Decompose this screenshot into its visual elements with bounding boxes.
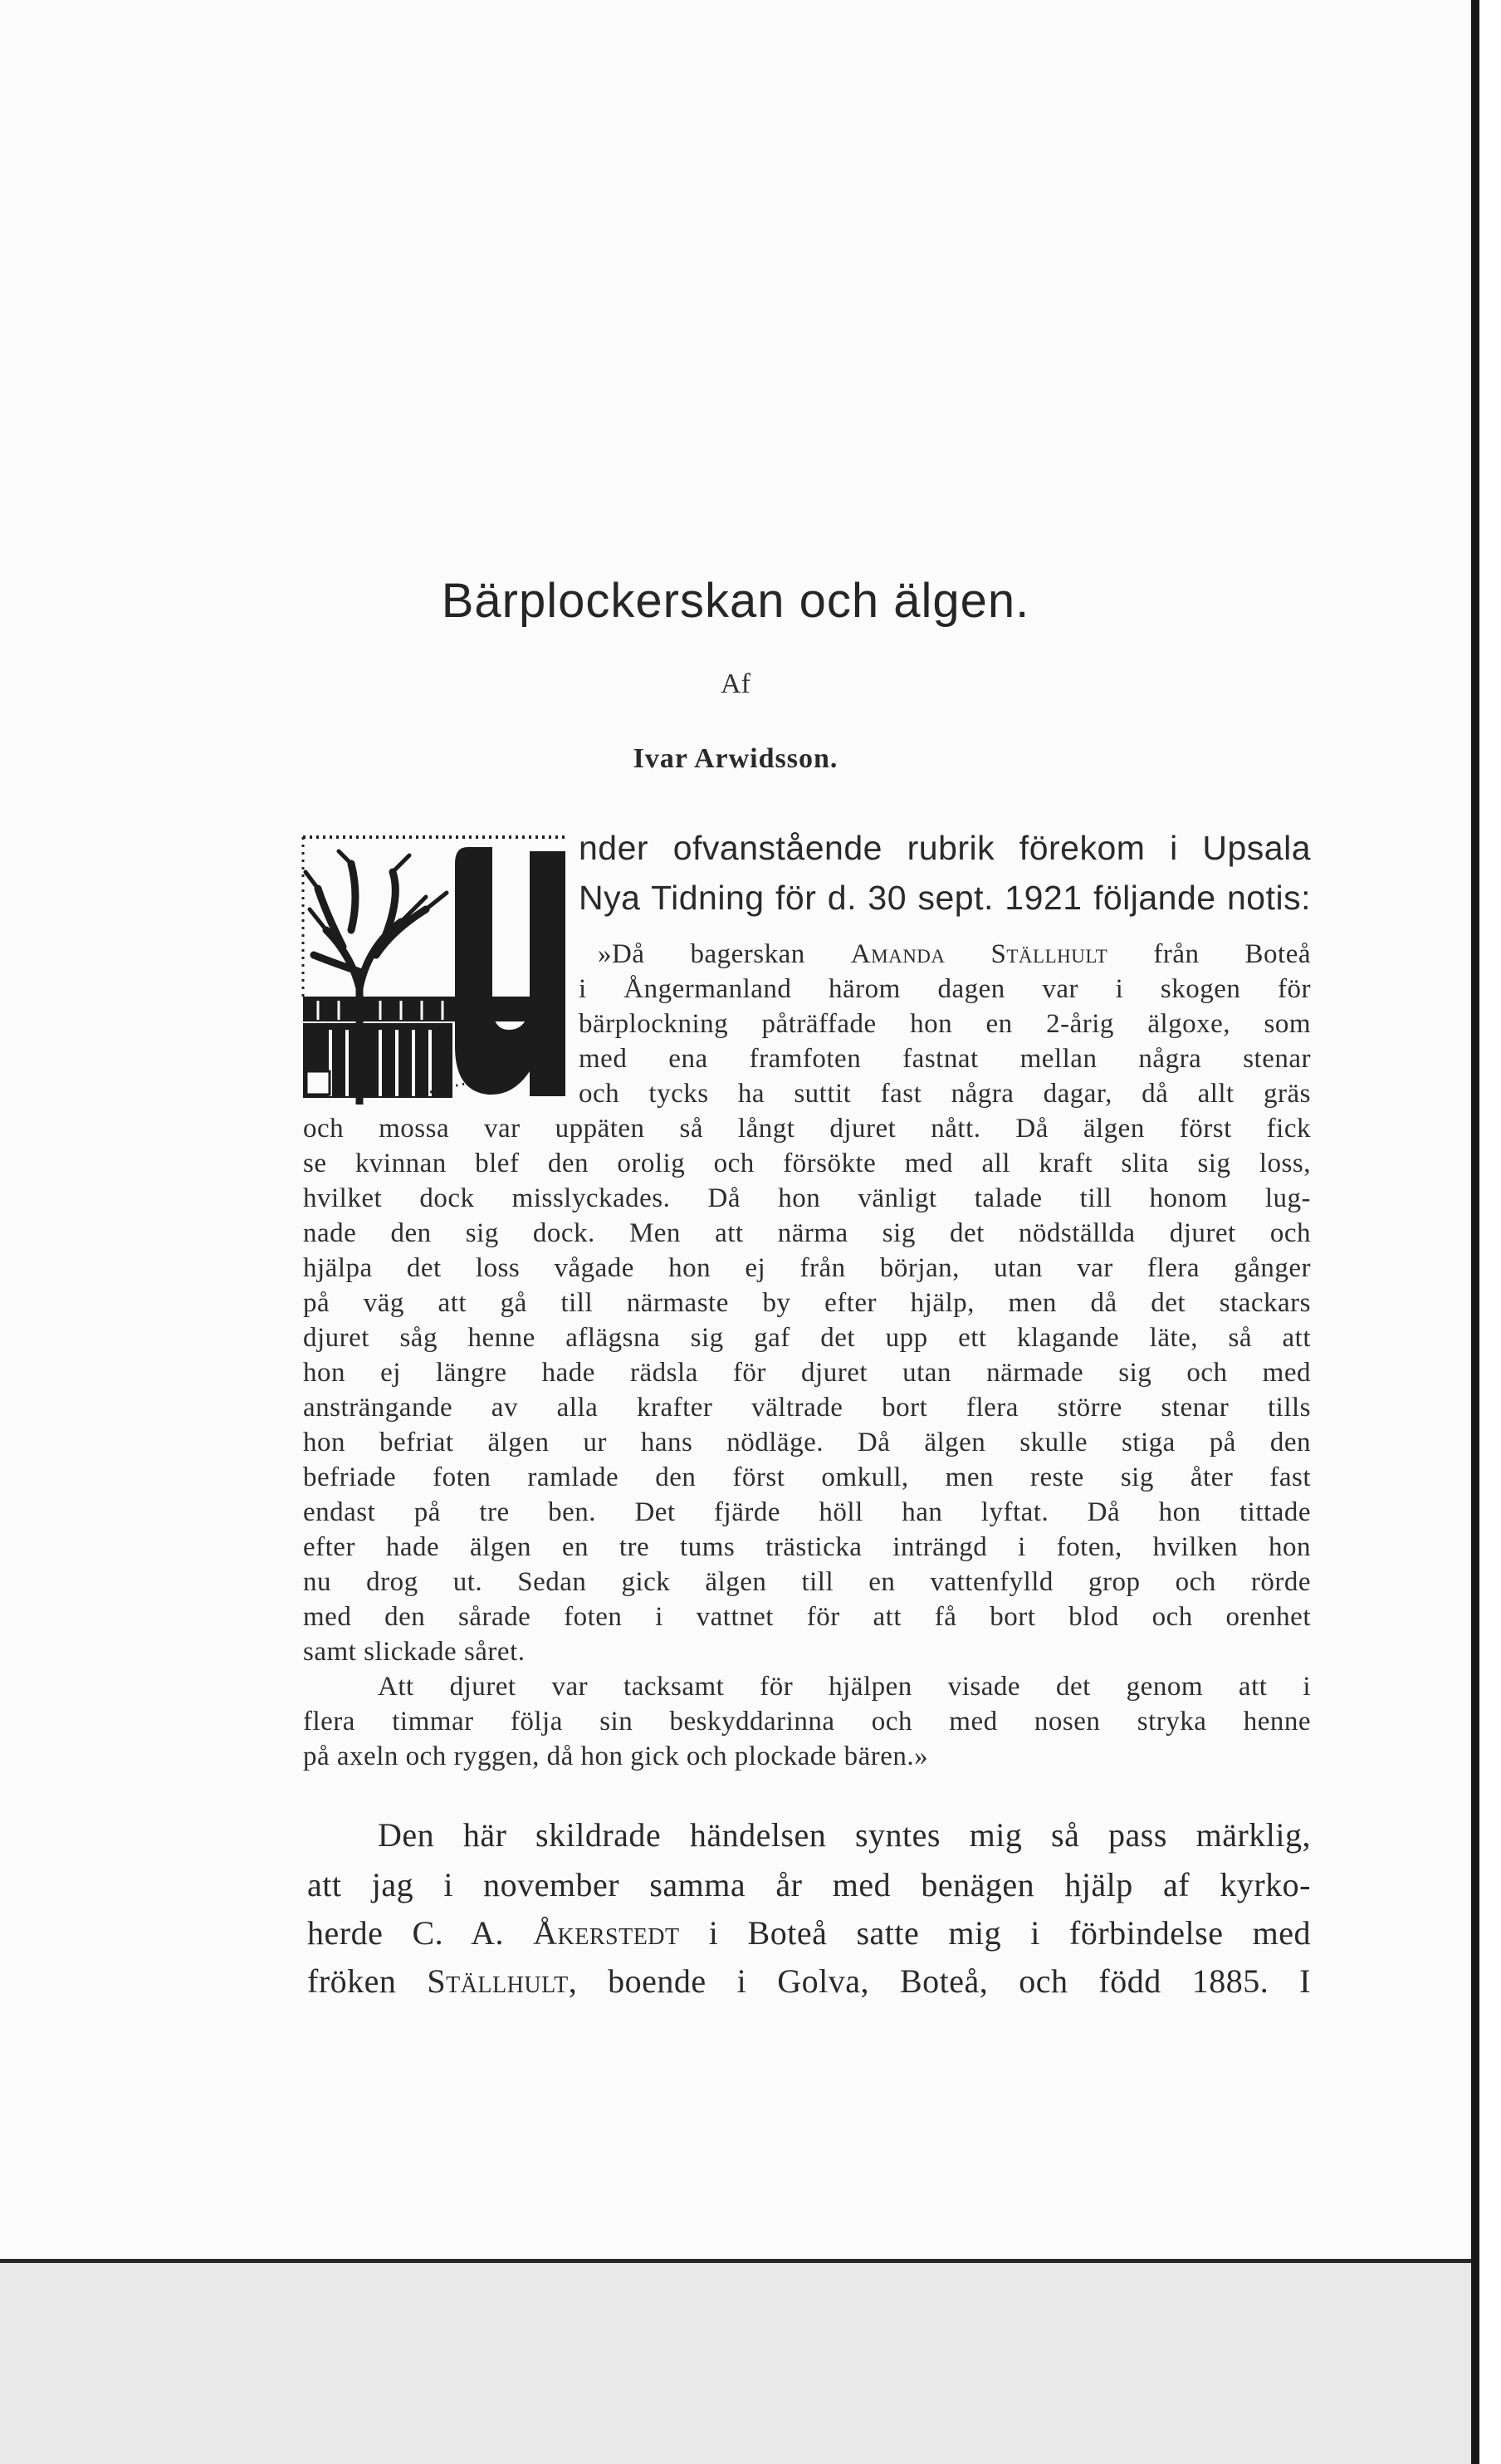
quote-line: Att djuret var tacksamt för hjälpen visade det genom att i bbox=[378, 1672, 1311, 1702]
quote-line: nade den sig dock. Men att närma sig det nödställda djuret och bbox=[303, 1218, 1311, 1248]
quote-line: och mossa var uppäten så långt djuret nått. Då älgen först fick bbox=[303, 1114, 1311, 1144]
quote-line: hon ej längre hade rädsla för djuret utan närmade sig och med bbox=[303, 1358, 1311, 1388]
quote-line: efter hade älgen en tre tums trästicka inträngd i foten, hvilken hon bbox=[303, 1532, 1311, 1562]
author-name: Ivar Arwidsson. bbox=[633, 743, 839, 774]
quote-line: bärplockning påträffade hon en 2-årig älgoxe, som bbox=[579, 1009, 1311, 1039]
quote-line: hjälpa det loss vågade hon ej från början, utan var flera gånger bbox=[303, 1253, 1311, 1283]
body-line: att jag i november samma år med benägen hjälp af kyrko- bbox=[307, 1866, 1311, 1903]
quote-line: hon befriat älgen ur hans nödläge. Då älgen skulle stiga på den bbox=[303, 1428, 1311, 1457]
lead-line: nder ofvanstående rubrik förekom i Upsala bbox=[579, 829, 1311, 867]
quote-line: hvilket dock misslyckades. Då hon vänligt talade till honom lug- bbox=[303, 1183, 1311, 1213]
quote-line: ansträngande av alla krafter vältrade bort flera större stenar tills bbox=[303, 1393, 1311, 1423]
quote-line: på axeln och ryggen, då hon gick och plockade bären.» bbox=[303, 1741, 929, 1771]
quote-line: i Ångermanland härom dagen var i skogen för bbox=[579, 974, 1311, 1004]
quote-line: med den sårade foten i vattnet för att få bort blod och orenhet bbox=[303, 1602, 1311, 1632]
quote-line: endast på tre ben. Det fjärde höll han lyftat. Då hon tittade bbox=[303, 1497, 1311, 1527]
quote-line: nu drog ut. Sedan gick älgen till en vattenfylld grop och rörde bbox=[303, 1567, 1311, 1597]
drop-cap-woodcut bbox=[301, 830, 567, 1105]
quote-line: »Då bagerskan Amanda Ställhult från Boteå bbox=[598, 939, 1311, 969]
quote-line: flera timmar följa sin beskyddarinna och med nosen stryka henne bbox=[303, 1707, 1311, 1737]
quote-line: befriade foten ramlade den först omkull, men reste sig åter fast bbox=[303, 1462, 1311, 1492]
article-title: Bärplockerskan och älgen. bbox=[441, 574, 1030, 628]
lead-line: Nya Tidning för d. 30 sept. 1921 följande notis: bbox=[579, 879, 1311, 917]
body-line: fröken Ställhult, boende i Golva, Boteå, och född 1885. I bbox=[307, 1962, 1311, 2000]
quote-line: med ena framfoten fastnat mellan några stenar bbox=[579, 1044, 1311, 1074]
scan-margin-bottom bbox=[0, 2263, 1471, 2464]
quote-line: djuret såg henne aflägsna sig gaf det upp ett klagande läte, så att bbox=[303, 1323, 1311, 1353]
quote-line: på väg att gå till närmaste by efter hjälp, men då det stackars bbox=[303, 1288, 1311, 1318]
byline-af: Af bbox=[721, 669, 750, 699]
quote-line: samt slickade såret. bbox=[303, 1637, 526, 1667]
quote-line: se kvinnan blef den orolig och försökte med all kraft slita sig loss, bbox=[303, 1149, 1311, 1178]
quote-line: och tycks ha suttit fast några dagar, då allt gräs bbox=[579, 1079, 1311, 1109]
body-line: herde C. A. Åkerstedt i Boteå satte mig i förbindelse med bbox=[307, 1914, 1311, 1952]
body-line: Den här skildrade händelsen syntes mig så pass märklig, bbox=[378, 1816, 1311, 1854]
scan-edge-right bbox=[1471, 0, 1479, 2464]
